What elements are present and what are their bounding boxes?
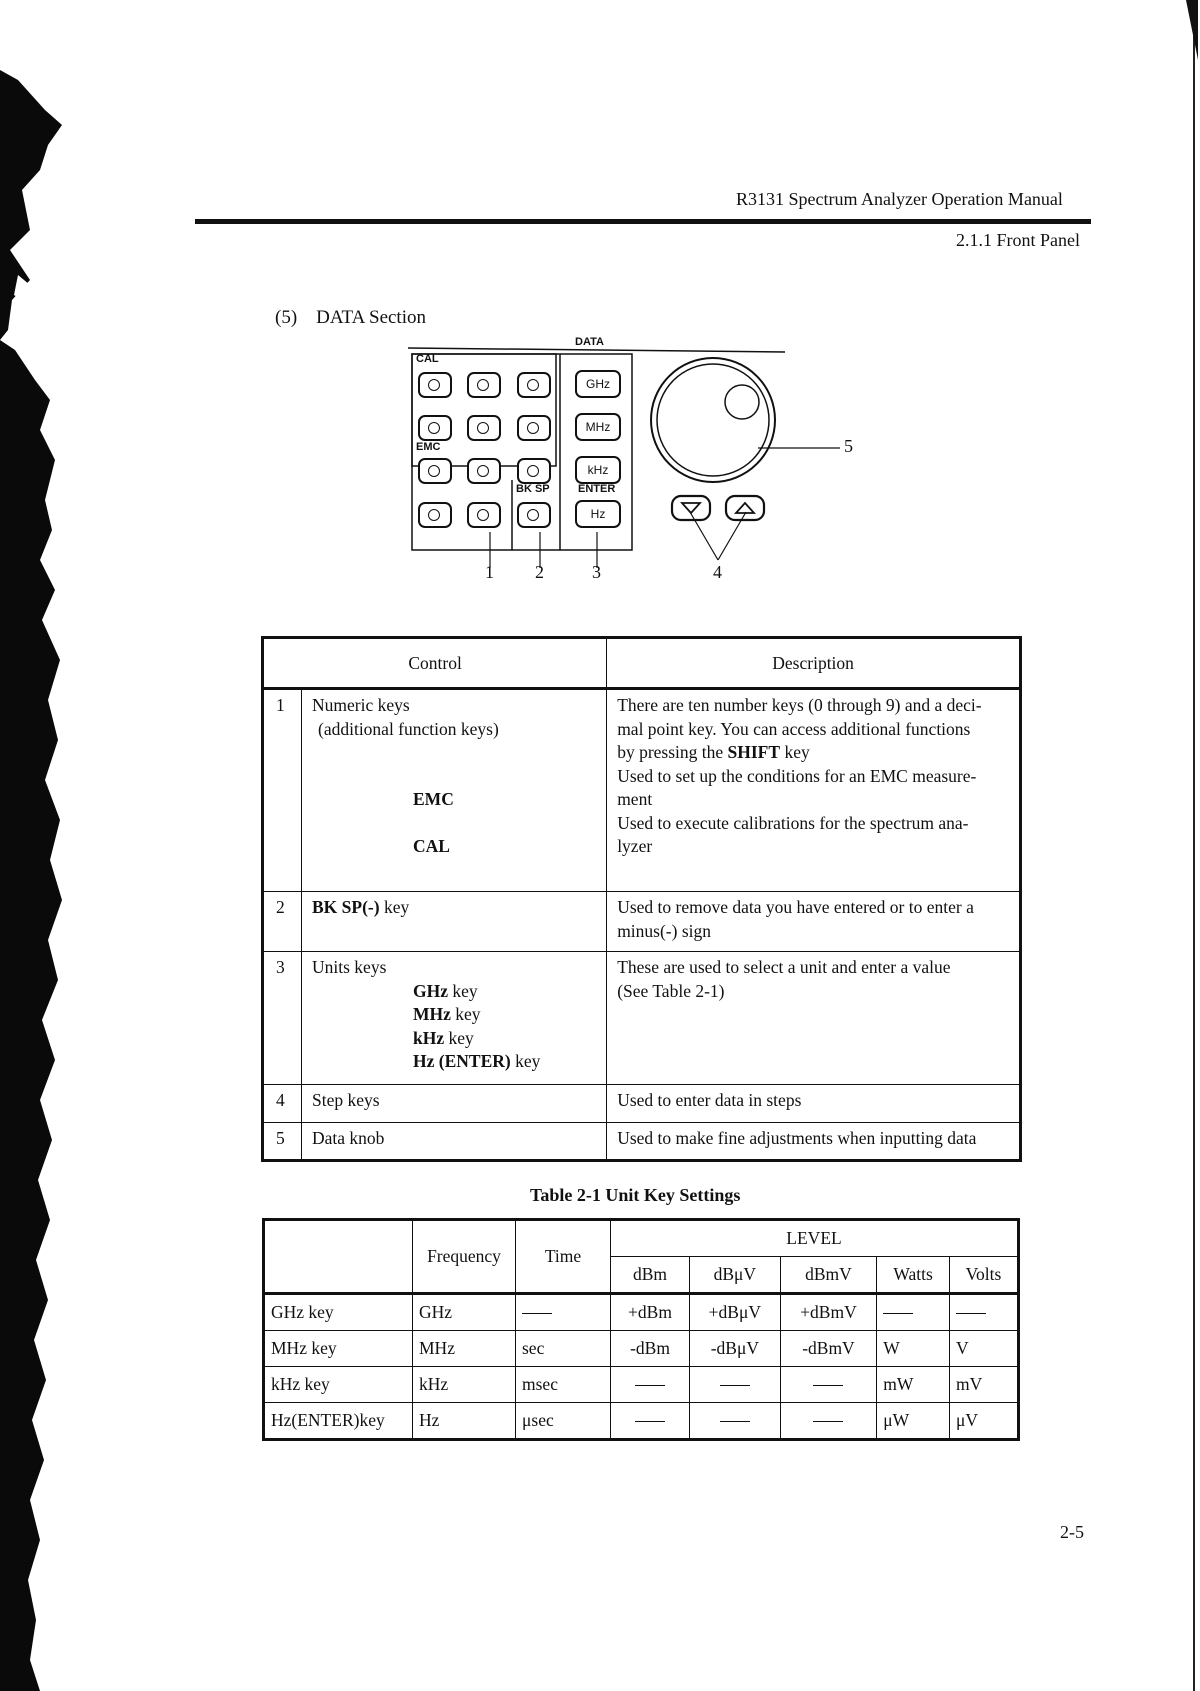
- unit-table-body: [264, 1294, 1019, 1440]
- table-row: [263, 952, 1021, 1085]
- description-header: Description: [607, 638, 1021, 689]
- blank-header: [264, 1220, 413, 1294]
- table-row: [264, 1331, 1019, 1367]
- control-cell: [302, 892, 607, 952]
- table-cell: [950, 1294, 1019, 1331]
- table-cell: [877, 1294, 950, 1331]
- description-cell: [607, 689, 1021, 892]
- emc-text: EMC: [413, 789, 454, 809]
- callout-1: 1: [485, 562, 494, 582]
- control-text: Numeric keys: [312, 695, 410, 715]
- ghz-key: GHz: [575, 370, 621, 398]
- key-word: key: [455, 1004, 481, 1024]
- numeric-key-9: [517, 372, 551, 398]
- emc-label: EMC: [416, 441, 441, 453]
- dash-mark: [883, 1313, 913, 1314]
- bksp-key: [517, 502, 551, 528]
- bksp-text: BK SP(-): [312, 897, 380, 917]
- section-title: (5) DATA Section: [275, 307, 426, 328]
- row-number: 4: [263, 1085, 302, 1123]
- data-label: DATA: [575, 336, 604, 348]
- description-line: minus(-) sign: [617, 920, 712, 941]
- callout-5: 5: [844, 436, 853, 456]
- header-rule: [195, 219, 1091, 224]
- level-header: LEVEL: [611, 1220, 1019, 1257]
- key-word: key: [452, 980, 478, 1001]
- description-line: mal point key. You can access additional functions: [617, 718, 971, 739]
- table-cell: -dBμV: [690, 1331, 781, 1367]
- section-heading: 2.1.1 Front Panel: [956, 230, 1080, 250]
- table-cell: [780, 1403, 877, 1440]
- table-header-row: [264, 1220, 1019, 1257]
- table-cell: GHz: [413, 1294, 516, 1331]
- table-cell: msec: [516, 1367, 611, 1403]
- table-cell: MHz: [413, 1331, 516, 1367]
- mhz-key: MHz: [575, 413, 621, 441]
- control-cell: [302, 952, 607, 1085]
- table-row: [263, 1085, 1021, 1123]
- unit-key-settings-table: [262, 1218, 1020, 1441]
- numeric-key-8: [467, 372, 501, 398]
- numeric-key-2: [467, 458, 501, 484]
- description-cell: Used to enter data in steps: [607, 1085, 1021, 1123]
- table-cell: μsec: [516, 1403, 611, 1440]
- dbm-header: dBm: [611, 1257, 690, 1294]
- numeric-key-0: [418, 502, 452, 528]
- description-cell: Used to make fine adjustments when inputting data: [607, 1123, 1021, 1161]
- description-cell: [607, 892, 1021, 952]
- callout-4: 4: [713, 562, 722, 582]
- table-cell: μV: [950, 1403, 1019, 1440]
- data-panel-diagram: [400, 336, 853, 590]
- description-line: Used to remove data you have entered or to enter a: [617, 897, 974, 917]
- table-cell: +dBμV: [690, 1294, 781, 1331]
- description-line: ment: [617, 789, 653, 809]
- table-cell: Hz: [413, 1403, 516, 1440]
- callout-3: 3: [592, 562, 601, 582]
- table-cell: V: [950, 1331, 1019, 1367]
- numeric-key-4: [418, 415, 452, 441]
- dbmv-header: dBmV: [780, 1257, 877, 1294]
- dbuv-header: dBμV: [690, 1257, 781, 1294]
- key-word: key: [515, 1051, 541, 1071]
- page-number: 2-5: [1060, 1522, 1084, 1542]
- description-text: key: [784, 742, 810, 762]
- unit-text: MHz: [413, 1004, 451, 1024]
- table-row: [263, 1123, 1021, 1161]
- numeric-key-1: [418, 458, 452, 484]
- control-text: key: [383, 897, 410, 917]
- table-cell: mV: [950, 1367, 1019, 1403]
- table-cell: [611, 1403, 690, 1440]
- description-line: [617, 741, 1009, 765]
- dash-mark: [813, 1421, 843, 1422]
- table-cell: [780, 1367, 877, 1403]
- cal-text: CAL: [413, 835, 450, 856]
- control-cell: Data knob: [302, 1123, 607, 1161]
- control-cell: Step keys: [302, 1085, 607, 1123]
- watts-header: Watts: [877, 1257, 950, 1294]
- table-cell: μW: [877, 1403, 950, 1440]
- row-label-cell: MHz key: [264, 1331, 413, 1367]
- table-cell: mW: [877, 1367, 950, 1403]
- table-cell: [516, 1294, 611, 1331]
- enter-label: ENTER: [578, 483, 616, 495]
- page-corner-mark: [1186, 0, 1198, 60]
- time-header: Time: [516, 1220, 611, 1294]
- table-cell: sec: [516, 1331, 611, 1367]
- description-line: There are ten number keys (0 through 9) and a deci-: [617, 695, 982, 715]
- hz-enter-key: Hz: [575, 500, 621, 528]
- table-header-row: [263, 638, 1021, 689]
- table-cell: -dBmV: [780, 1331, 877, 1367]
- dash-mark: [635, 1385, 665, 1386]
- table-cell: +dBmV: [780, 1294, 877, 1331]
- bksp-label: BK SP: [516, 483, 550, 495]
- volts-header: Volts: [950, 1257, 1019, 1294]
- description-line: Used to set up the conditions for an EMC measure-: [617, 765, 977, 786]
- table-row: [264, 1367, 1019, 1403]
- hz-line: [312, 1050, 596, 1074]
- shift-text: SHIFT: [727, 742, 781, 762]
- numeric-key-7: [418, 372, 452, 398]
- unit-text: Hz (ENTER): [413, 1051, 511, 1071]
- torn-page-edge: [0, 0, 70, 1691]
- description-text: by pressing the: [617, 742, 724, 762]
- control-description-table: [261, 636, 1022, 1162]
- khz-line: [312, 1027, 596, 1051]
- table-cell: -dBm: [611, 1331, 690, 1367]
- callout-2: 2: [535, 562, 544, 582]
- description-line: Used to execute calibrations for the spectrum ana-: [617, 812, 969, 833]
- row-label-cell: kHz key: [264, 1367, 413, 1403]
- row-label-cell: Hz(ENTER)key: [264, 1403, 413, 1440]
- row-number: 3: [263, 952, 302, 1085]
- row-number: 1: [263, 689, 302, 892]
- table-cell: kHz: [413, 1367, 516, 1403]
- cal-label: CAL: [416, 353, 439, 365]
- row-label-cell: GHz key: [264, 1294, 413, 1331]
- numeric-key-3: [517, 458, 551, 484]
- table-row: [264, 1403, 1019, 1440]
- key-word: key: [448, 1027, 474, 1048]
- table-cell: [690, 1403, 781, 1440]
- control-subtext: (additional function keys): [318, 718, 499, 739]
- description-line: lyzer: [617, 836, 653, 856]
- table-cell: [690, 1367, 781, 1403]
- dash-mark: [813, 1385, 843, 1386]
- dash-mark: [956, 1313, 986, 1314]
- table-row: [264, 1294, 1019, 1331]
- table-cell: [611, 1367, 690, 1403]
- frequency-header: Frequency: [413, 1220, 516, 1294]
- description-line: (See Table 2-1): [617, 980, 725, 1001]
- row-number: 5: [263, 1123, 302, 1161]
- dash-mark: [720, 1421, 750, 1422]
- control-text: Units keys: [312, 957, 387, 977]
- page-edge-rule: [1193, 10, 1195, 1691]
- mhz-line: [312, 1003, 596, 1027]
- ghz-line: [312, 980, 596, 1004]
- table-cell: W: [877, 1331, 950, 1367]
- manual-title: R3131 Spectrum Analyzer Operation Manual: [736, 189, 1063, 209]
- dash-mark: [720, 1385, 750, 1386]
- table-row: [263, 689, 1021, 892]
- table-caption: Table 2-1 Unit Key Settings: [530, 1185, 741, 1205]
- khz-key: kHz: [575, 456, 621, 484]
- table-row: [263, 892, 1021, 952]
- decimal-point-key: [467, 502, 501, 528]
- row-number: 2: [263, 892, 302, 952]
- control-cell: [302, 689, 607, 892]
- description-cell: [607, 952, 1021, 1085]
- table-cell: +dBm: [611, 1294, 690, 1331]
- description-line: These are used to select a unit and enter a value: [617, 957, 951, 977]
- numeric-key-6: [517, 415, 551, 441]
- unit-text: GHz: [413, 980, 448, 1001]
- unit-text: kHz: [413, 1027, 445, 1048]
- control-header: Control: [263, 638, 607, 689]
- numeric-key-5: [467, 415, 501, 441]
- dash-mark: [635, 1421, 665, 1422]
- dash-mark: [522, 1313, 552, 1314]
